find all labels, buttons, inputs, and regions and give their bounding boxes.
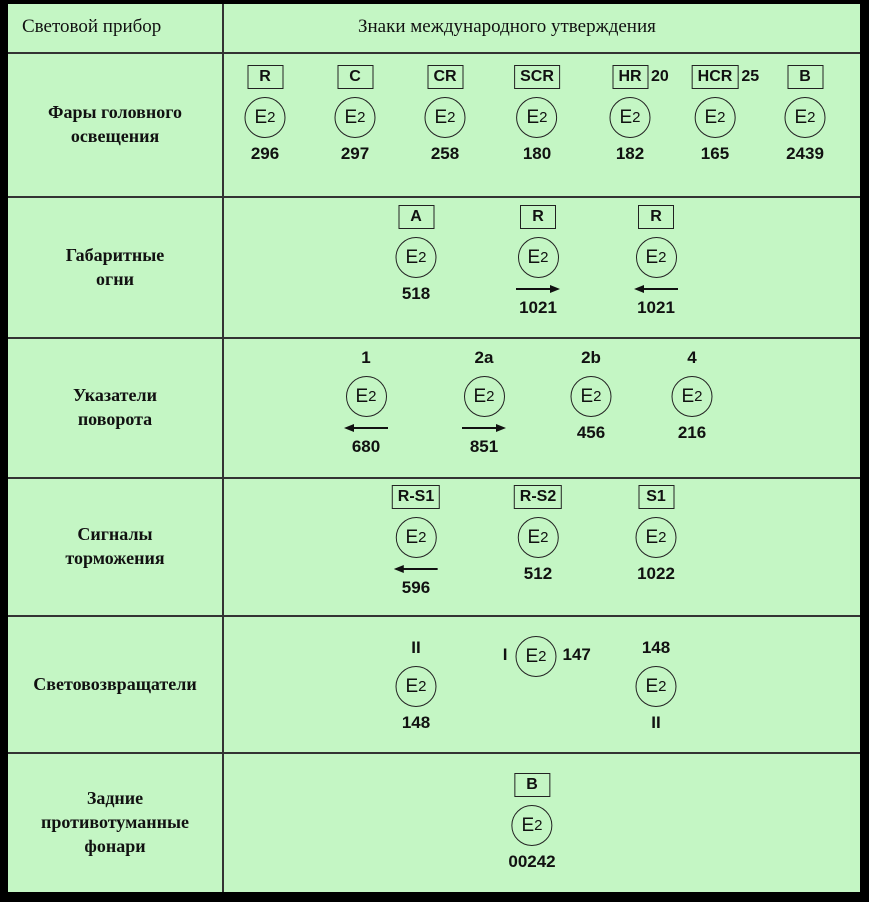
e2-approval-circle-icon xyxy=(516,636,557,677)
e2-approval-circle-icon xyxy=(346,376,387,417)
country-letter: E xyxy=(645,675,659,697)
e2-approval-circle-icon xyxy=(464,376,505,417)
e2-approval-circle-icon xyxy=(610,97,651,138)
category-badge: R-S1 xyxy=(392,485,440,509)
country-code: 2 xyxy=(357,109,366,126)
approval-number: 297 xyxy=(340,144,370,163)
approval-number: 180 xyxy=(522,144,552,163)
e2-approval-circle-icon xyxy=(636,666,677,707)
badge-wrap xyxy=(520,204,556,229)
country-letter: E xyxy=(405,526,419,548)
approval-number: 851 xyxy=(469,437,499,456)
e2-approval-circle-icon xyxy=(571,376,612,417)
country-code: 2 xyxy=(368,388,377,405)
arrow-left-icon xyxy=(394,564,438,574)
badge-wrap xyxy=(398,204,434,229)
approval-number: 456 xyxy=(576,423,606,442)
e2-approval-circle-icon xyxy=(785,97,826,138)
country-code: 2 xyxy=(717,109,726,126)
e2-approval-circle-icon xyxy=(245,97,286,138)
approval-number: 2439 xyxy=(786,144,824,163)
country-letter: E xyxy=(473,385,487,407)
country-code: 2 xyxy=(593,388,602,405)
country-code: 2 xyxy=(540,529,549,546)
approval-mark xyxy=(396,204,437,304)
category-badge: SCR xyxy=(514,65,560,89)
row-label-turn-indicators: Указатели поворота xyxy=(73,385,157,429)
approval-mark xyxy=(392,484,440,598)
approval-mark xyxy=(344,346,388,457)
arrow-right-icon xyxy=(462,423,506,433)
badge-wrap xyxy=(427,64,463,89)
badge-wrap xyxy=(612,64,669,89)
badge-wrap xyxy=(514,484,562,509)
row-label-headlamps: Фары головного освещения xyxy=(48,102,182,146)
country-code: 2 xyxy=(538,648,547,665)
row-label-brake-lamps: Сигналы торможения xyxy=(65,524,165,568)
country-letter: E xyxy=(521,814,535,836)
country-letter: E xyxy=(344,106,358,128)
category-badge: R-S2 xyxy=(514,485,562,509)
country-letter: E xyxy=(434,106,448,128)
approval-mark xyxy=(785,64,826,164)
column-divider xyxy=(222,4,224,892)
approval-number: 680 xyxy=(351,437,381,456)
approval-mark xyxy=(462,346,506,457)
category-badge: HCR xyxy=(692,65,739,89)
approval-number: 1022 xyxy=(637,564,675,583)
e2-approval-circle-icon xyxy=(396,666,437,707)
badge-wrap xyxy=(392,484,440,509)
category-label: 148 xyxy=(641,638,671,657)
approval-number: 165 xyxy=(700,144,730,163)
arrow-left-icon xyxy=(634,284,678,294)
country-letter: E xyxy=(681,385,695,407)
approval-mark xyxy=(502,636,591,683)
category-badge: A xyxy=(398,205,434,229)
e2-approval-circle-icon xyxy=(425,97,466,138)
e2-approval-circle-icon xyxy=(518,237,559,278)
approval-number: 147 xyxy=(562,645,591,664)
arrow-left-icon xyxy=(344,423,388,433)
country-letter: E xyxy=(580,385,594,407)
e2-approval-circle-icon xyxy=(512,805,553,846)
approval-mark xyxy=(396,636,437,733)
row-label-rear-fog-lamps: Задние противотуманные фонари xyxy=(40,788,189,856)
approval-number: II xyxy=(651,713,661,732)
country-letter: E xyxy=(405,246,419,268)
country-letter: E xyxy=(405,675,419,697)
badge-wrap xyxy=(514,64,560,89)
category-badge: C xyxy=(337,65,373,89)
badge-wrap xyxy=(337,64,373,89)
approval-mark xyxy=(508,772,555,872)
e2-approval-circle-icon xyxy=(396,237,437,278)
e2-approval-circle-icon xyxy=(672,376,713,417)
category-badge: R xyxy=(520,205,556,229)
country-letter: E xyxy=(254,106,268,128)
badge-suffix: 25 xyxy=(741,67,760,85)
category-badge: CR xyxy=(427,65,463,89)
country-code: 2 xyxy=(447,109,456,126)
badge-wrap xyxy=(787,64,823,89)
e2-approval-circle-icon xyxy=(636,237,677,278)
category-label: 4 xyxy=(687,348,697,367)
country-code: 2 xyxy=(418,529,427,546)
country-code: 2 xyxy=(658,529,667,546)
approval-number: 1021 xyxy=(637,298,675,317)
class-label-left: I xyxy=(502,645,508,664)
category-label: 2a xyxy=(474,348,494,367)
country-letter: E xyxy=(355,385,369,407)
approval-number: 512 xyxy=(523,564,553,583)
country-letter: E xyxy=(645,246,659,268)
approval-mark xyxy=(335,64,376,164)
approval-marks-table xyxy=(8,4,860,892)
country-code: 2 xyxy=(658,249,667,266)
approval-number: 518 xyxy=(401,284,431,303)
country-letter: E xyxy=(794,106,808,128)
header-approval-marks: Знаки международного утверждения xyxy=(358,16,656,37)
badge-suffix: 20 xyxy=(651,67,669,85)
badge-wrap xyxy=(638,484,674,509)
row-label-reflectors: Световозвращатели xyxy=(33,673,197,694)
approval-number: 1021 xyxy=(519,298,557,317)
approval-number: 596 xyxy=(401,578,431,597)
country-code: 2 xyxy=(807,109,816,126)
category-badge: B xyxy=(514,773,550,797)
header-light-device: Световой прибор xyxy=(22,16,162,37)
country-code: 2 xyxy=(486,388,495,405)
e2-approval-circle-icon xyxy=(636,517,677,558)
e2-approval-circle-icon xyxy=(517,97,558,138)
country-letter: E xyxy=(525,645,539,667)
country-letter: E xyxy=(526,106,540,128)
e2-approval-circle-icon xyxy=(694,97,735,138)
row-label-position-lamps: Габаритные огни xyxy=(65,244,165,289)
country-code: 2 xyxy=(534,817,543,834)
e2-approval-circle-icon xyxy=(395,517,436,558)
badge-wrap xyxy=(638,204,674,229)
country-code: 2 xyxy=(267,109,276,126)
e2-approval-circle-icon xyxy=(517,517,558,558)
approval-mark xyxy=(636,636,677,733)
country-code: 2 xyxy=(418,678,427,695)
approval-mark xyxy=(634,204,678,318)
approval-mark xyxy=(516,204,560,318)
approval-mark xyxy=(245,64,286,164)
category-badge: R xyxy=(247,65,283,89)
category-badge: R xyxy=(638,205,674,229)
country-code: 2 xyxy=(658,678,667,695)
country-letter: E xyxy=(704,106,718,128)
country-code: 2 xyxy=(540,249,549,266)
approval-number: 216 xyxy=(677,423,707,442)
arrow-right-icon xyxy=(516,284,560,294)
badge-wrap xyxy=(692,64,760,89)
category-label: 2b xyxy=(581,348,601,367)
e2-approval-circle-icon xyxy=(335,97,376,138)
approval-number: 258 xyxy=(430,144,460,163)
approval-mark xyxy=(425,64,466,164)
approval-mark xyxy=(514,64,560,164)
category-badge: HR xyxy=(612,65,648,89)
country-code: 2 xyxy=(418,249,427,266)
country-code: 2 xyxy=(539,109,548,126)
category-label: 1 xyxy=(361,348,371,367)
approval-mark xyxy=(672,346,713,443)
country-code: 2 xyxy=(632,109,641,126)
approval-mark xyxy=(514,484,562,584)
badge-wrap xyxy=(514,772,550,797)
approval-mark xyxy=(610,64,669,164)
category-badge: B xyxy=(787,65,823,89)
approval-number: 148 xyxy=(401,713,431,732)
approval-number: 00242 xyxy=(508,852,556,871)
country-letter: E xyxy=(527,526,541,548)
category-label: II xyxy=(411,638,421,657)
country-letter: E xyxy=(527,246,541,268)
country-code: 2 xyxy=(694,388,703,405)
approval-mark xyxy=(571,346,612,443)
approval-mark xyxy=(636,484,677,584)
approval-number: 296 xyxy=(250,144,280,163)
approval-number: 182 xyxy=(615,144,645,163)
country-letter: E xyxy=(645,526,659,548)
country-letter: E xyxy=(619,106,633,128)
approval-mark xyxy=(692,64,760,164)
category-badge: S1 xyxy=(638,485,674,509)
badge-wrap xyxy=(247,64,283,89)
